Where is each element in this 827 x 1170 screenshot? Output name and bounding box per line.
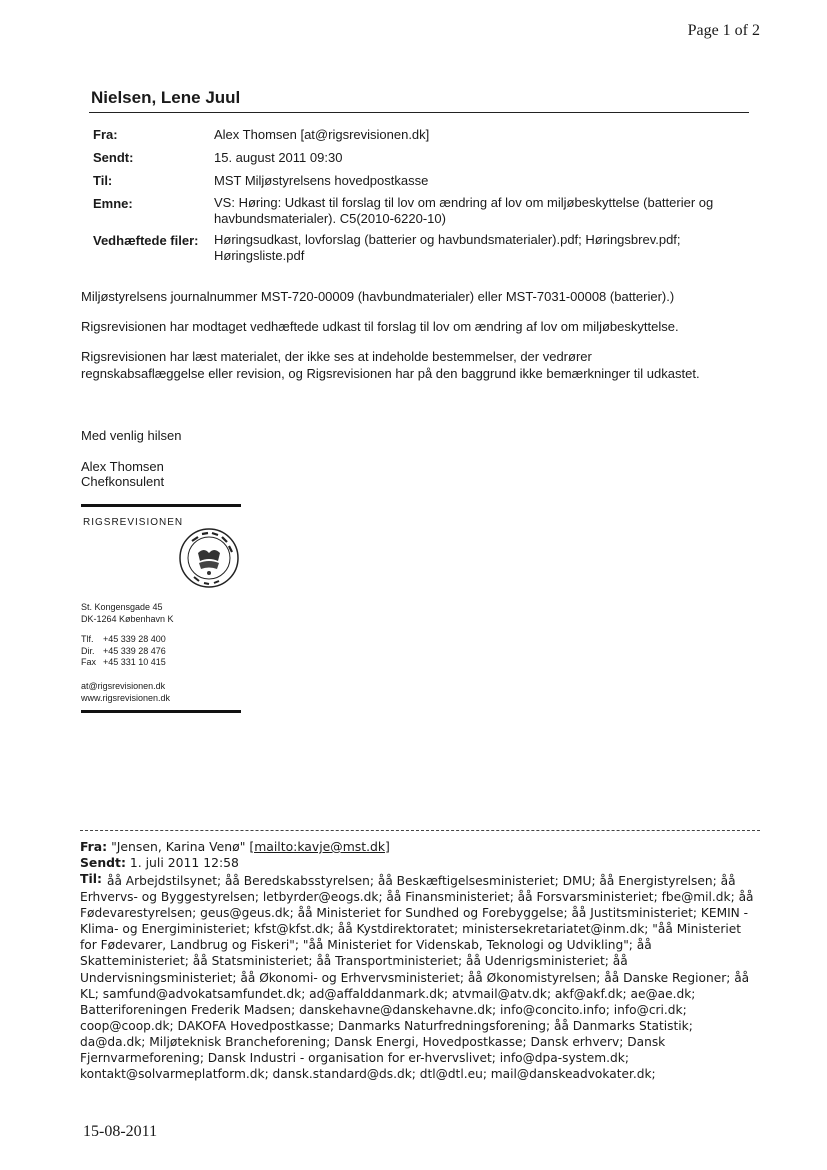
phone-block — [81, 634, 166, 669]
sent-label: Sendt: — [93, 150, 134, 165]
recipient-line: Undervisningsministeriet; åå Økonomi- og Erhvervsministeriet; åå Økonomistyrelsen; åå Danske Regioner; åå — [80, 970, 750, 985]
forwarded-recipients — [80, 873, 770, 1082]
forward-divider — [80, 830, 760, 831]
contact-website[interactable]: www.rigsrevisionen.dk — [81, 692, 171, 703]
subject-value: VS: Høring: Udkast til forslag til lov om ændring af lov om miljøbeskyttelse (batterier og havbundsmaterialer). C5(2010-6220-10) — [214, 195, 714, 226]
signature-name: Alex Thomsen — [81, 459, 164, 474]
footer-date: 15-08-2011 — [83, 1123, 158, 1140]
from-value: Alex Thomsen [at@rigsrevisionen.dk] — [214, 127, 430, 142]
attachments-label: Vedhæftede filer: — [93, 233, 199, 248]
header-divider — [89, 112, 749, 113]
forwarded-mailto-link[interactable]: [mailto:kavje@mst.dk] — [249, 839, 390, 854]
review-paragraph — [81, 348, 761, 382]
page-number: Page 1 of 2 — [687, 22, 760, 39]
review-line-2: regnskabsaflæggelse eller revision, og Rigsrevisionen har på den baggrund ikke bemærkninger til udkastet. — [81, 366, 700, 381]
subject-label: Emne: — [93, 196, 133, 211]
organization-name: RIGSREVISIONEN — [83, 517, 184, 528]
forwarded-sent-value: 1. juli 2011 12:58 — [129, 855, 239, 870]
direct-value: +45 339 28 476 — [103, 645, 166, 656]
address-block — [81, 602, 174, 625]
signature-title: Chefkonsulent — [81, 474, 165, 489]
contact-email[interactable]: at@rigsrevisionen.dk — [81, 681, 166, 691]
address-city: DK-1264 København K — [81, 613, 174, 624]
forwarded-from-label: Fra: — [80, 839, 108, 854]
forwarded-sent-label: Sendt: — [80, 855, 126, 870]
recipient-line: Fødevarestyrelsen; geus@geus.dk; åå Ministeriet for Sundhed og Forebyggelse; åå Justitsministeriet; KEMIN - — [80, 906, 749, 921]
recipient-line: coop@coop.dk; DAKOFA Hovedpostkasse; Danmarks Naturfredningsforening; åå Danmarks Statistik; — [80, 1018, 693, 1033]
phone-value: +45 339 28 400 — [103, 634, 166, 644]
address-street: St. Kongensgade 45 — [81, 602, 163, 612]
direct-label: Dir. — [81, 645, 95, 656]
recipient-line: Fjernvarmeforening; Dansk Industri - organisation for er-hvervslivet; info@dpa-system.dk; — [80, 1051, 629, 1066]
forwarded-from-line — [80, 839, 770, 855]
forwarded-from-name: "Jensen, Karina Venø" — [111, 839, 246, 854]
recipient-line: Erhvervs- og Byggestyrelsen; letbyrder@eogs.dk; åå Finansministeriet; åå Forsvarsministeriet; fbe@mil.dk; åå — [80, 890, 754, 905]
recipient-line: Klima- og Energiministeriet; kfst@kfst.dk; åå Kystdirektoratet; ministersekretariatet@inm.dk; "åå Ministeriet — [80, 922, 742, 937]
received-paragraph: Rigsrevisionen har modtaget vedhæftede udkast til forslag til lov om ændring af lov om miljøbeskyttelse. — [81, 319, 679, 334]
signature-top-bar — [81, 504, 241, 507]
recipient-line: da@da.dk; Miljøteknisk Brancheforening; Dansk Energi, Hovedpostkasse; Dansk erhverv; Dansk — [80, 1034, 666, 1049]
sent-value: 15. august 2011 09:30 — [214, 150, 343, 165]
recipient-line: KL; samfund@advokatsamfundet.dk; ad@affalddanmark.dk; atvmail@atv.dk; akf@akf.dk; ae@ae.dk; — [80, 986, 696, 1001]
fax-value: +45 331 10 415 — [103, 657, 166, 667]
recipient-line: åå Arbejdstilsynet; åå Beredskabsstyrelsen; åå Beskæftigelsesministeriet; DMU; åå Energistyrelsen; åå — [107, 874, 736, 888]
to-label: Til: — [93, 173, 113, 188]
signature-bottom-bar — [81, 710, 241, 713]
attachments-value: Høringsudkast, lovforslag (batterier og havbundsmaterialer).pdf; Høringsbrev.pdf; Høringsliste.pdf — [214, 232, 681, 263]
recipient-line: for Fødevarer, Landbrug og Fiskeri"; "åå Ministeriet for Videnskab, Teknologi og Udvikling"; åå — [80, 938, 652, 953]
phone-label: Tlf. — [81, 634, 94, 644]
to-value: MST Miljøstyrelsens hovedpostkasse — [214, 173, 429, 188]
recipient-line: kontakt@solvarmeplatform.dk; dansk.standard@ds.dk; dtl@dtl.eu; mail@danskeadvokater.dk; — [80, 1067, 656, 1082]
phone-row — [81, 634, 166, 646]
contact-block — [81, 681, 170, 704]
recipient-line: Batteriforeningen Frederik Madsen; danskehavne@danskehavne.dk; info@concito.info; info@cri.dk; — [80, 1002, 687, 1017]
fax-row — [81, 657, 166, 669]
journal-number-paragraph: Miljøstyrelsens journalnummer MST-720-00009 (havbundmaterialer) eller MST-7031-00008 (batterier).) — [81, 289, 675, 304]
mailbox-owner-name: Nielsen, Lene Juul — [91, 88, 241, 107]
forwarded-to-label: Til: — [80, 871, 102, 886]
direct-row — [81, 646, 166, 658]
fax-label: Fax — [81, 657, 97, 667]
from-label: Fra: — [93, 127, 118, 142]
forwarded-sent-line — [80, 855, 770, 871]
review-line-1: Rigsrevisionen har læst materialet, der ikke ses at indeholde bestemmelser, der vedrører — [81, 349, 592, 364]
folketinget-seal-icon — [178, 527, 240, 594]
recipient-line: Skatteministeriet; åå Statsministeriet; åå Transportministeriet; åå Udenrigsministeriet; åå — [80, 954, 628, 969]
closing: Med venlig hilsen — [81, 428, 182, 443]
